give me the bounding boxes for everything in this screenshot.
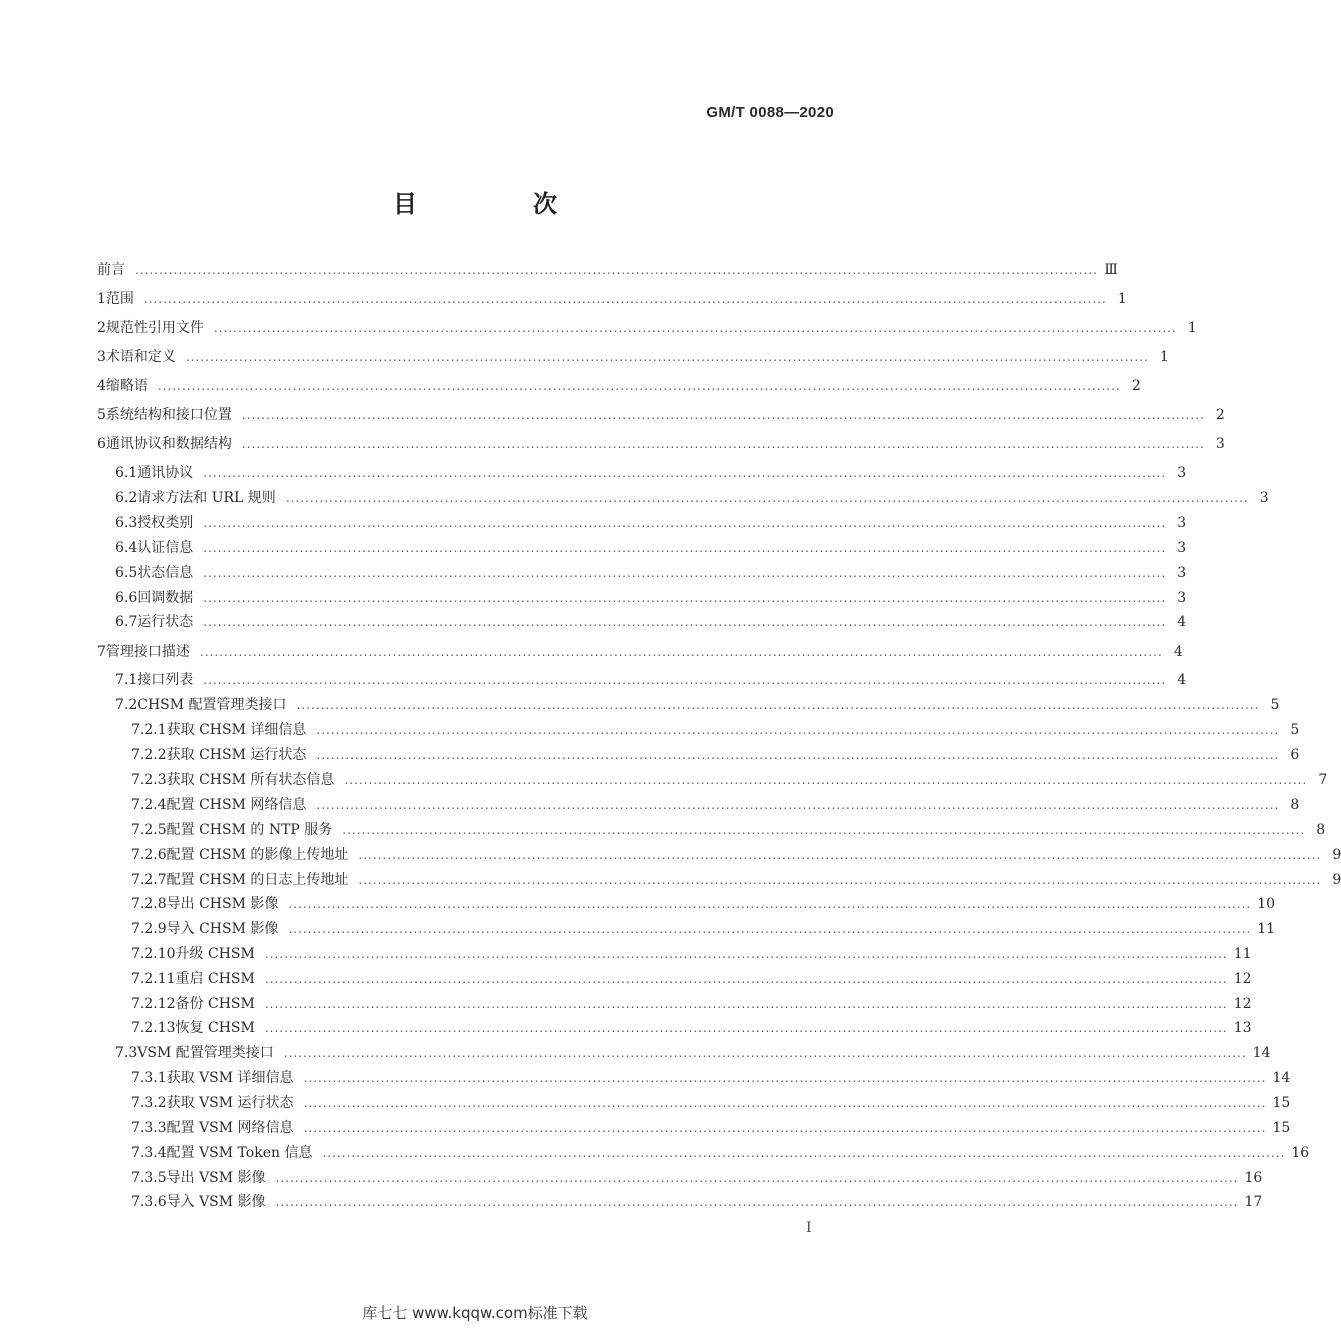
toc-entry[interactable] [97,434,1225,454]
toc-entry-page: 14 [1272,1070,1291,1086]
toc-entry-label: 管理接口描述 [105,644,190,660]
toc-entry-number: 7.2.11 [131,971,176,987]
toc-entry-label: CHSM 配置管理类接口 [137,697,287,713]
toc-leader-dots: ........................................................................................................................................................................................................ [303,1121,1267,1135]
toc-entry[interactable] [97,1143,1310,1163]
toc-leader-dots: ........................................................................................................................................................................................................ [157,379,1121,393]
toc-leader-dots: ........................................................................................................................................................................................................ [288,897,1252,911]
toc-entry-page: 15 [1272,1120,1291,1136]
toc-leader-dots: ........................................................................................................................................................................................................ [275,1171,1239,1185]
toc-entry-page: 7 [1318,772,1328,788]
toc-entry[interactable] [97,1192,1263,1212]
toc-entry-number: 6 [97,436,106,452]
toc-entry-page: 12 [1233,971,1252,987]
toc-entry-number: 7.2.7 [131,872,167,888]
toc-entry-number: 3 [97,349,106,365]
toc-leader-dots: ........................................................................................................................................................................................................ [303,1096,1267,1110]
toc-entry-label: 获取 VSM 详细信息 [166,1070,294,1086]
toc-entry-page: 14 [1252,1045,1271,1061]
toc-entry[interactable] [97,870,1341,890]
toc-entry-label: 获取 CHSM 详细信息 [166,722,307,738]
toc-entry-label: 恢复 CHSM [175,1020,255,1036]
toc-entry-number: 7.3.1 [131,1070,167,1086]
toc-entry-page: 3 [1177,465,1187,481]
toc-entry-page: 2 [1215,407,1225,423]
toc-entry-label: 导出 CHSM 影像 [166,896,279,912]
toc-entry[interactable] [97,720,1300,740]
toc-entry-label: 配置 CHSM 的影像上传地址 [166,847,349,863]
toc-entry-page: 3 [1177,565,1187,581]
toc-entry-label: 术语和定义 [105,349,176,365]
toc-entry-number: 7.3.4 [131,1145,167,1161]
toc-leader-dots: ........................................................................................................................................................................................................ [316,723,1280,737]
toc-entry-number: 6.2 [115,490,138,506]
toc-leader-dots: ........................................................................................................................................................................................................ [203,541,1167,555]
toc-leader-dots: ........................................................................................................................................................................................................ [322,1146,1286,1160]
toc-entry-number: 7 [97,644,106,660]
toc-leader-dots: ........................................................................................................................................................................................................ [143,292,1107,306]
toc-entry-page: 17 [1244,1194,1263,1210]
toc-entry-label: 导出 VSM 影像 [166,1170,266,1186]
toc-entry-label: 通讯协议和数据结构 [105,436,232,452]
toc-leader-dots: ........................................................................................................................................................................................................ [296,698,1260,712]
toc-entry[interactable] [97,1018,1252,1038]
toc-entry-label: 状态信息 [137,565,194,581]
toc-entry-page: 1 [1159,349,1169,365]
toc-entry-number: 7.2 [115,697,138,713]
toc-entry[interactable] [97,919,1276,939]
toc-entry-number: 6.4 [115,540,138,556]
toc-leader-dots: ........................................................................................................................................................................................................ [264,997,1228,1011]
toc-leader-dots: ........................................................................................................................................................................................................ [241,437,1205,451]
toc-entry[interactable] [97,347,1169,367]
toc-entry-label: 范围 [105,291,134,307]
toc-entry-number: 6.1 [115,465,138,481]
toc-entry-label: 获取 VSM 运行状态 [166,1095,294,1111]
toc-entry-label: 导入 VSM 影像 [166,1194,266,1210]
toc-entry-label: 回调数据 [137,590,194,606]
toc-entry-number: 7.3.3 [131,1120,167,1136]
toc-entry-number: 7.1 [115,672,138,688]
page-number: I [806,1220,812,1236]
toc-entry-label: 配置 CHSM 网络信息 [166,797,307,813]
toc-entry-label: 通讯协议 [137,465,194,481]
toc-entry-number: 1 [97,291,106,307]
toc-leader-dots: ........................................................................................................................................................................................................ [203,566,1167,580]
toc-leader-dots: ........................................................................................................................................................................................................ [203,466,1167,480]
toc-entry-page: 11 [1233,946,1252,962]
toc-entry[interactable] [97,463,1187,483]
toc-leader-dots: ........................................................................................................................................................................................................ [264,947,1228,961]
toc-entry-label: VSM 配置管理类接口 [137,1045,274,1061]
toc-entry[interactable] [97,405,1225,425]
toc-entry-number: 2 [97,320,106,336]
toc-leader-dots: ........................................................................................................................................................................................................ [203,516,1167,530]
toc-entry[interactable] [97,1043,1271,1063]
toc-entry-number: 4 [97,378,106,394]
toc-leader-dots: ........................................................................................................................................................................................................ [264,1021,1228,1035]
toc-entry[interactable] [97,538,1187,558]
toc-entry-number: 7.2.12 [131,996,176,1012]
toc-entry-page: 9 [1332,847,1341,863]
toc-leader-dots: ........................................................................................................................................................................................................ [285,491,1249,505]
toc-entry-label: 请求方法和 URL 规则 [137,490,276,506]
toc-entry-number: 7.3.6 [131,1194,167,1210]
toc-entry[interactable] [97,770,1328,790]
toc-entry[interactable] [97,1093,1291,1113]
toc-leader-dots: ........................................................................................................................................................................................................ [275,1195,1239,1209]
toc-leader-dots: ........................................................................................................................................................................................................ [316,748,1280,762]
toc-entry-number: 6.3 [115,515,138,531]
toc-entry[interactable] [97,695,1280,715]
toc-entry-page: 10 [1257,896,1276,912]
toc-leader-dots: ........................................................................................................................................................................................................ [316,798,1280,812]
standard-code: GM/T 0088—2020 [706,104,834,121]
toc-entry-page: 2 [1131,378,1141,394]
toc-leader-dots: ........................................................................................................................................................................................................ [203,591,1167,605]
toc-leader-dots: ........................................................................................................................................................................................................ [303,1071,1267,1085]
watermark-text: 库七七 www.kqqw.com标准下载 [362,1304,588,1322]
toc-entry-number: 6.7 [115,614,138,630]
toc-entry[interactable] [97,376,1141,396]
toc-entry[interactable] [97,845,1341,865]
toc-entry[interactable] [97,318,1197,338]
toc-leader-dots: ........................................................................................................................................................................................................ [203,673,1167,687]
toc-entry-label: 授权类别 [137,515,194,531]
toc-entry-number: 7.2.3 [131,772,167,788]
toc-entry-label: 配置 VSM Token 信息 [166,1145,313,1161]
toc-entry[interactable] [97,894,1276,914]
toc-leader-dots: ........................................................................................................................................................................................................ [344,773,1308,787]
toc-entry[interactable] [97,944,1252,964]
toc-entry-page: 15 [1272,1095,1291,1111]
toc-entry[interactable] [97,820,1326,840]
toc-leader-dots: ........................................................................................................................................................................................................ [358,848,1322,862]
toc-entry-number: 7.3.2 [131,1095,167,1111]
toc-leader-dots: ........................................................................................................................................................................................................ [213,321,1177,335]
toc-entry-label: 升级 CHSM [175,946,255,962]
toc-entry-number: 7.2.2 [131,747,167,763]
toc-entry-page: 3 [1215,436,1225,452]
toc-entry-page: 11 [1257,921,1276,937]
toc-entry[interactable] [97,612,1187,632]
toc-entry-page: 12 [1233,996,1252,1012]
toc-entry-page: 4 [1177,614,1187,630]
toc-entry-label: 配置 CHSM 的 NTP 服务 [166,822,333,838]
toc-entry-number: 5 [97,407,106,423]
toc-entry-label: 重启 CHSM [175,971,255,987]
toc-leader-dots: ........................................................................................................................................................................................................ [283,1046,1247,1060]
toc-entry-number: 7.3.5 [131,1170,167,1186]
toc-entry-label: 前言 [97,262,125,278]
toc-entry-page: 8 [1316,822,1326,838]
toc-entry[interactable] [97,994,1252,1014]
toc-entry-page: 3 [1259,490,1269,506]
toc-leader-dots: ........................................................................................................................................................................................................ [342,823,1306,837]
toc-entry-number: 7.2.5 [131,822,167,838]
page-title: 目 次 [393,190,603,218]
toc-entry-number: 7.2.1 [131,722,167,738]
toc-entry[interactable] [97,670,1187,690]
toc-entry[interactable] [97,969,1252,989]
toc-entry[interactable] [97,1068,1291,1088]
toc-entry[interactable] [97,260,1118,280]
toc-entry[interactable] [97,745,1300,765]
toc-entry[interactable] [97,513,1187,533]
toc-entry-number: 7.2.9 [131,921,167,937]
toc-leader-dots: ........................................................................................................................................................................................................ [185,350,1149,364]
toc-entry-page: 3 [1177,590,1187,606]
toc-entry-number: 6.5 [115,565,138,581]
toc-leader-dots: ........................................................................................................................................................................................................ [288,922,1252,936]
toc-entry-number: 7.3 [115,1045,138,1061]
toc-entry-number: 7.2.10 [131,946,176,962]
toc-entry-number: 7.2.8 [131,896,167,912]
toc-leader-dots: ........................................................................................................................................................................................................ [135,263,1098,277]
toc-entry-page: 1 [1187,320,1197,336]
toc-entry-label: 配置 VSM 网络信息 [166,1120,294,1136]
toc-entry-page: 1 [1117,291,1127,307]
toc-entry-label: 运行状态 [137,614,194,630]
toc-entry-page: 4 [1177,672,1187,688]
toc-entry-page: 5 [1290,722,1300,738]
toc-entry-page: 5 [1270,697,1280,713]
toc-leader-dots: ........................................................................................................................................................................................................ [241,408,1205,422]
toc-entry-label: 获取 CHSM 运行状态 [166,747,307,763]
toc-entry[interactable] [97,642,1183,662]
toc-leader-dots: ........................................................................................................................................................................................................ [203,615,1167,629]
toc-entry-number: 7.2.4 [131,797,167,813]
toc-entry-label: 配置 CHSM 的日志上传地址 [166,872,349,888]
toc-entry-label: 缩略语 [105,378,148,394]
toc-entry-page: 16 [1244,1170,1263,1186]
toc-entry-page: 13 [1233,1020,1252,1036]
toc-entry[interactable] [97,563,1187,583]
toc-entry[interactable] [97,488,1269,508]
toc-entry-page: 9 [1332,872,1341,888]
toc-entry[interactable] [97,1168,1263,1188]
toc-entry-label: 认证信息 [137,540,194,556]
toc-entry[interactable] [97,588,1187,608]
toc-entry-page: 8 [1290,797,1300,813]
toc-entry-number: 6.6 [115,590,138,606]
toc-leader-dots: ........................................................................................................................................................................................................ [199,645,1163,659]
toc-entry[interactable] [97,1118,1291,1138]
toc-entry[interactable] [97,289,1127,309]
toc-entry-page: 4 [1173,644,1183,660]
toc-entry-label: 接口列表 [137,672,194,688]
toc-entry-number: 7.2.6 [131,847,167,863]
toc-entry-page: 6 [1290,747,1300,763]
toc-entry-label: 获取 CHSM 所有状态信息 [166,772,335,788]
toc-leader-dots: ........................................................................................................................................................................................................ [264,972,1228,986]
toc-entry-label: 导入 CHSM 影像 [166,921,279,937]
toc-entry-label: 备份 CHSM [175,996,255,1012]
toc-entry-page: 16 [1291,1145,1310,1161]
toc-entry-label: 规范性引用文件 [105,320,204,336]
toc-entry-number: 7.2.13 [131,1020,176,1036]
toc-leader-dots: ........................................................................................................................................................................................................ [358,873,1322,887]
toc-entry-page: 3 [1177,515,1187,531]
toc-entry-page: Ⅲ [1104,262,1118,278]
toc-entry[interactable] [97,795,1300,815]
toc-entry-label: 系统结构和接口位置 [105,407,232,423]
toc-entry-page: 3 [1177,540,1187,556]
